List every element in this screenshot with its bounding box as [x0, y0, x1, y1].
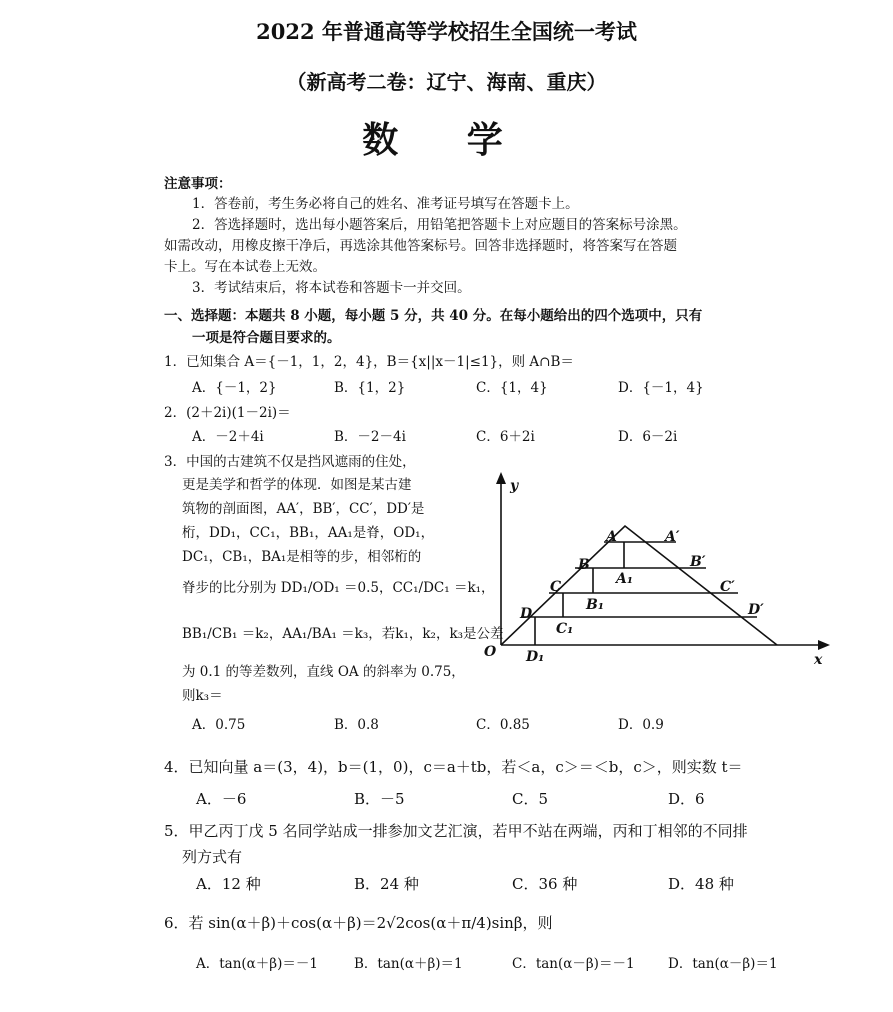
label-O: O	[484, 644, 497, 660]
q3-line-8: 为 0.1 的等差数列，直线 OA 的斜率为 0.75，	[182, 664, 465, 680]
q6-option-d: D．tan(α－β)＝1	[668, 956, 778, 972]
q4-option-b: B．－5	[354, 790, 405, 808]
note-2-cont: 如需改动，用橡皮擦干净后，再选涂其他答案标号。回答非选择题时，将答案写在答题	[164, 238, 677, 254]
q6-option-c: C．tan(α－β)＝－1	[512, 956, 635, 972]
exam-subtitle: （新高考二卷：辽宁、海南、重庆）	[286, 70, 607, 94]
label-B-prime: B′	[690, 554, 706, 570]
label-x: x	[814, 652, 823, 668]
building-cross-section-figure	[480, 470, 840, 670]
q3-option-d: D．0.9	[618, 717, 664, 733]
q1-stem: 1．已知集合 A＝{－1，1，2，4}，B＝{x||x－1|≤1}，则 A∩B＝	[164, 354, 574, 370]
q2-stem: 2．(2＋2i)(1－2i)＝	[164, 405, 291, 421]
label-D-prime: D′	[748, 602, 764, 618]
notes-heading: 注意事项：	[164, 176, 232, 192]
q4-option-c: C．5	[512, 790, 549, 808]
q3-option-c: C．0.85	[476, 717, 530, 733]
subject-title: 数 学	[362, 119, 531, 161]
q5-option-d: D．48 种	[668, 875, 734, 893]
q6-stem: 6．若 sin(α＋β)＋cos(α＋β)＝2√2cos(α＋π/4)sinβ，则	[164, 914, 553, 932]
q4-stem: 4．已知向量 a＝(3，4)，b＝(1，0)，c＝a＋tb，若＜a，c＞＝＜b，c＞，则实数 t＝	[164, 758, 743, 776]
q2-option-b: B．－2－4i	[334, 429, 406, 445]
q3-line-2: 更是美学和哲学的体现．如图是某古建	[182, 477, 412, 493]
label-C-prime: C′	[720, 579, 735, 595]
q6-option-b: B．tan(α＋β)＝1	[354, 956, 463, 972]
q5-option-b: B．24 种	[354, 875, 419, 893]
q4-option-d: D．6	[668, 790, 705, 808]
roof-outline	[501, 526, 777, 645]
q3-line-3: 筑物的剖面图，AA′，BB′，CC′，DD′是	[182, 501, 425, 517]
section-heading-cont: 一项是符合题目要求的。	[192, 330, 341, 346]
note-2-end: 卡上。写在本试卷上无效。	[164, 259, 326, 275]
label-D1: D₁	[526, 649, 545, 665]
x-axis-arrow	[818, 640, 830, 650]
label-B: B	[578, 557, 590, 573]
q3-line-7: BB₁/CB₁ ＝k₂，AA₁/BA₁ ＝k₃，若k₁，k₂，k₃是公差	[182, 626, 504, 642]
q2-option-d: D．6－2i	[618, 429, 678, 445]
q5-line-1: 5．甲乙丙丁戊 5 名同学站成一排参加文艺汇演，若甲不站在两端，丙和丁相邻的不同排	[164, 822, 748, 840]
label-C: C	[550, 579, 562, 595]
q3-line-6: 脊步的比分别为 DD₁/OD₁ ＝0.5，CC₁/DC₁ ＝k₁，	[182, 580, 495, 596]
note-3: 3．考试结束后，将本试卷和答题卡一并交回。	[192, 280, 471, 296]
q2-option-c: C．6＋2i	[476, 429, 535, 445]
q3-option-a: A．0.75	[192, 717, 246, 733]
q1-option-d: D．{－1，4}	[618, 380, 704, 396]
label-C1: C₁	[556, 621, 574, 637]
q5-option-a: A．12 种	[196, 875, 261, 893]
label-A-prime: A′	[665, 529, 680, 545]
y-axis-arrow	[496, 472, 506, 484]
note-2: 2．答选择题时，选出每小题答案后，用铅笔把答题卡上对应题目的答案标号涂黑。	[192, 217, 687, 233]
q3-line-5: DC₁，CB₁，BA₁是相等的步，相邻桁的	[182, 549, 422, 565]
label-A: A	[606, 529, 617, 545]
label-A1: A₁	[616, 571, 633, 587]
label-B1: B₁	[586, 597, 604, 613]
q3-line-9: 则k₃＝	[182, 688, 223, 704]
label-D: D	[520, 606, 533, 622]
q1-option-c: C．{1，4}	[476, 380, 548, 396]
q3-line-4: 桁，DD₁，CC₁，BB₁，AA₁是脊，OD₁，	[182, 525, 435, 541]
exam-title: 2022 年普通高等学校招生全国统一考试	[256, 19, 637, 44]
q4-option-a: A．－6	[196, 790, 247, 808]
q5-option-c: C．36 种	[512, 875, 578, 893]
section-heading: 一、选择题：本题共 8 小题，每小题 5 分，共 40 分。在每小题给出的四个选项中，只有	[164, 308, 703, 324]
label-y: y	[510, 478, 519, 494]
q2-option-a: A．－2＋4i	[192, 429, 264, 445]
q3-line-1: 3．中国的古建筑不仅是挡风遮雨的住处，	[164, 454, 416, 470]
q3-option-b: B．0.8	[334, 717, 379, 733]
q1-option-a: A．{－1，2}	[192, 380, 277, 396]
q1-option-b: B．{1，2}	[334, 380, 406, 396]
q6-option-a: A．tan(α＋β)＝－1	[196, 956, 318, 972]
q5-line-2: 列方式有	[182, 848, 243, 866]
note-1: 1．答卷前，考生务必将自己的姓名、准考证号填写在答题卡上。	[192, 196, 579, 212]
